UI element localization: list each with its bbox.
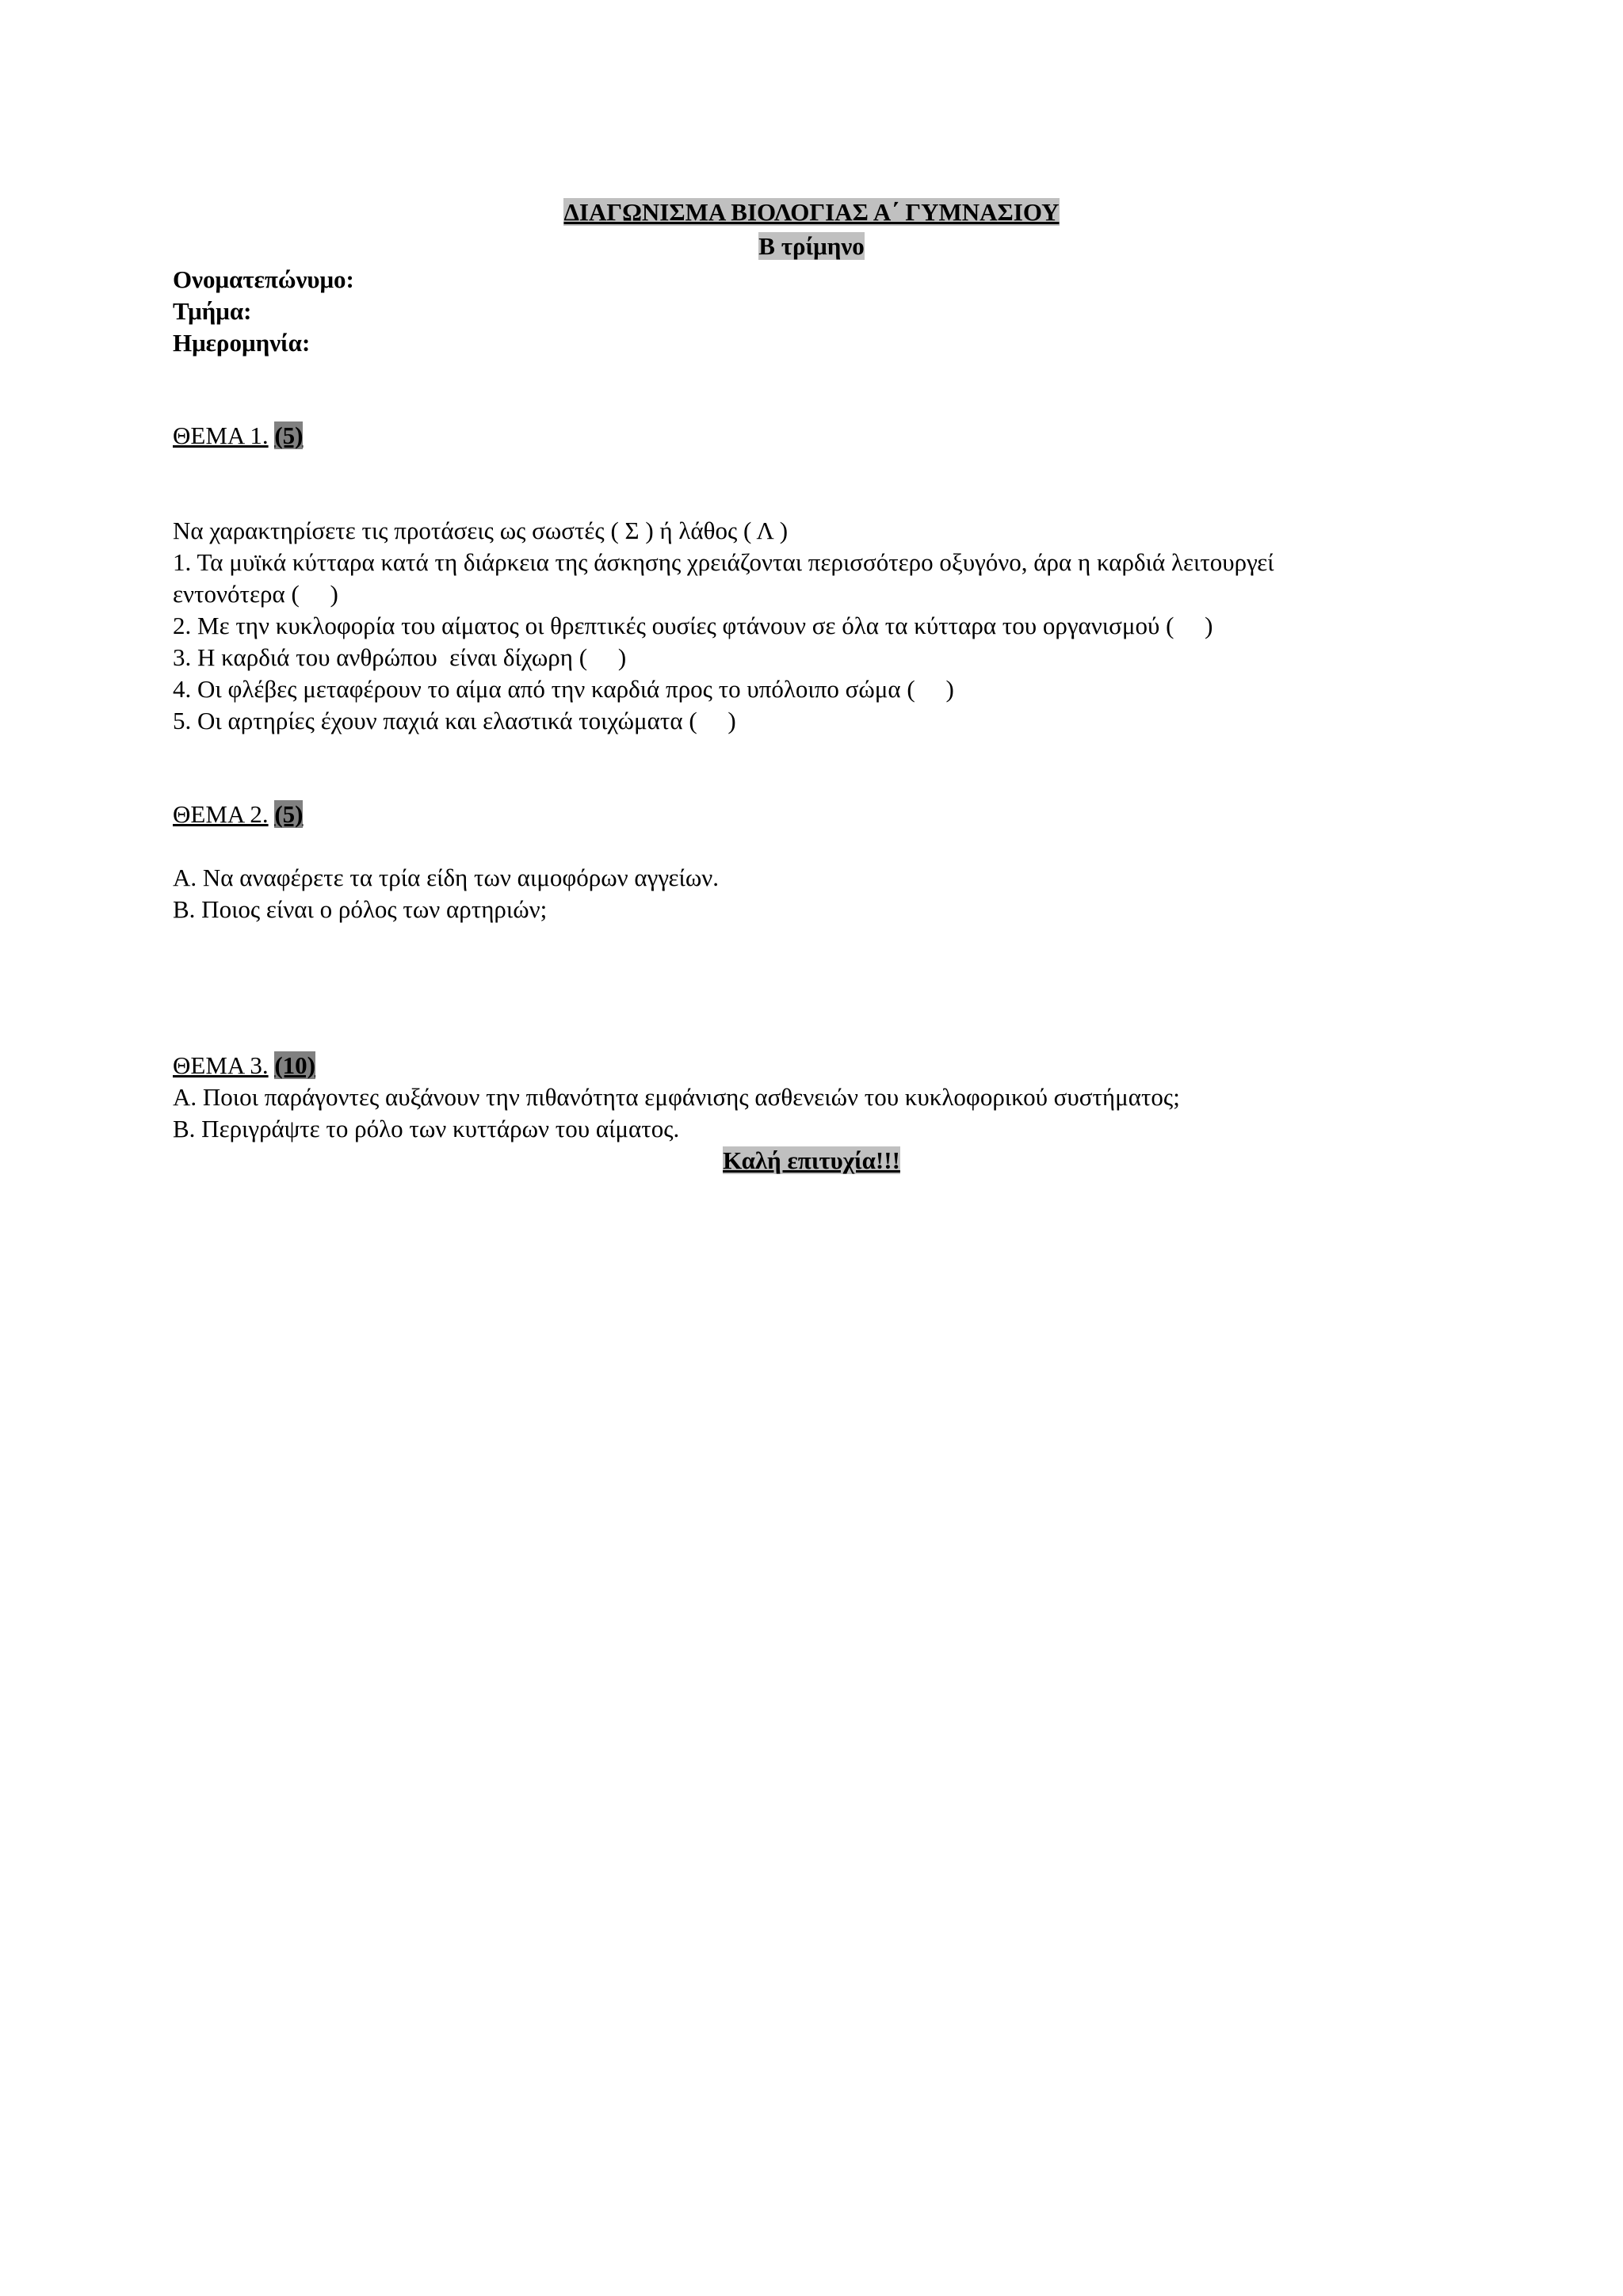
theme3-heading-row xyxy=(173,1050,315,1081)
name-label: Ονοματεπώνυμο: xyxy=(173,265,354,293)
date-label: Ημερομηνία: xyxy=(173,329,311,357)
theme2-question-a: Α. Να αναφέρετε τα τρία είδη των αιμοφόρων αγγείων. xyxy=(173,864,720,891)
theme1-instruction: Να χαρακτηρίσετε τις προτάσεις ως σωστές ( Σ ) ή λάθος ( Λ ) xyxy=(173,517,789,544)
closing-message: Καλή επιτυχία!!! xyxy=(723,1146,900,1174)
theme3-question-b: Β. Περιγράψτε το ρόλο των κυττάρων του αίματος. xyxy=(173,1115,680,1142)
theme1-heading-row xyxy=(173,420,303,452)
theme1-item1-line1: 1. Τα μυϊκά κύτταρα κατά τη διάρκεια της άσκησης χρειάζονται περισσότερο οξυγόνο, άρα η καρδιά λειτουργεί xyxy=(173,548,1274,576)
theme2-question-b: Β. Ποιος είναι ο ρόλος των αρτηριών; xyxy=(173,895,548,923)
exam-title: ΔΙΑΓΩΝΙΣΜΑ ΒΙΟΛΟΓΙΑΣ Α΄ ΓΥΜΝΑΣΙΟΥ xyxy=(563,198,1060,226)
theme1-item2: 2. Με την κυκλοφορία του αίματος οι θρεπτικές ουσίες φτάνουν σε όλα τα κύτταρα του οργανισμού ( ) xyxy=(173,612,1213,639)
theme1-item3: 3. Η καρδιά του ανθρώπου είναι δίχωρη ( ) xyxy=(173,643,627,671)
exam-subtitle: Β τρίμηνο xyxy=(758,232,865,260)
class-label: Τμήμα: xyxy=(173,297,252,325)
theme2-heading-row xyxy=(173,799,303,830)
header-subtitle-row xyxy=(0,231,1623,262)
header-title-row xyxy=(0,196,1623,228)
theme2-points: (5) xyxy=(274,800,304,828)
theme2-heading: ΘΕΜΑ 2. xyxy=(173,800,269,828)
closing-row xyxy=(0,1145,1623,1177)
theme1-item4: 4. Οι φλέβες μεταφέρουν το αίμα από την καρδιά προς το υπόλοιπο σώμα ( ) xyxy=(173,675,954,703)
theme1-item5: 5. Οι αρτηρίες έχουν παχιά και ελαστικά τοιχώματα ( ) xyxy=(173,707,736,734)
theme1-points: (5) xyxy=(274,421,304,449)
theme3-points: (10) xyxy=(274,1051,315,1079)
theme1-heading: ΘΕΜΑ 1. xyxy=(173,421,269,449)
theme1-item1-line2: εντονότερα ( ) xyxy=(173,580,338,608)
theme3-question-a: Α. Ποιοι παράγοντες αυξάνουν την πιθανότητα εμφάνισης ασθενειών του κυκλοφορικού συστήματος; xyxy=(173,1083,1180,1111)
theme3-heading: ΘΕΜΑ 3. xyxy=(173,1051,269,1079)
